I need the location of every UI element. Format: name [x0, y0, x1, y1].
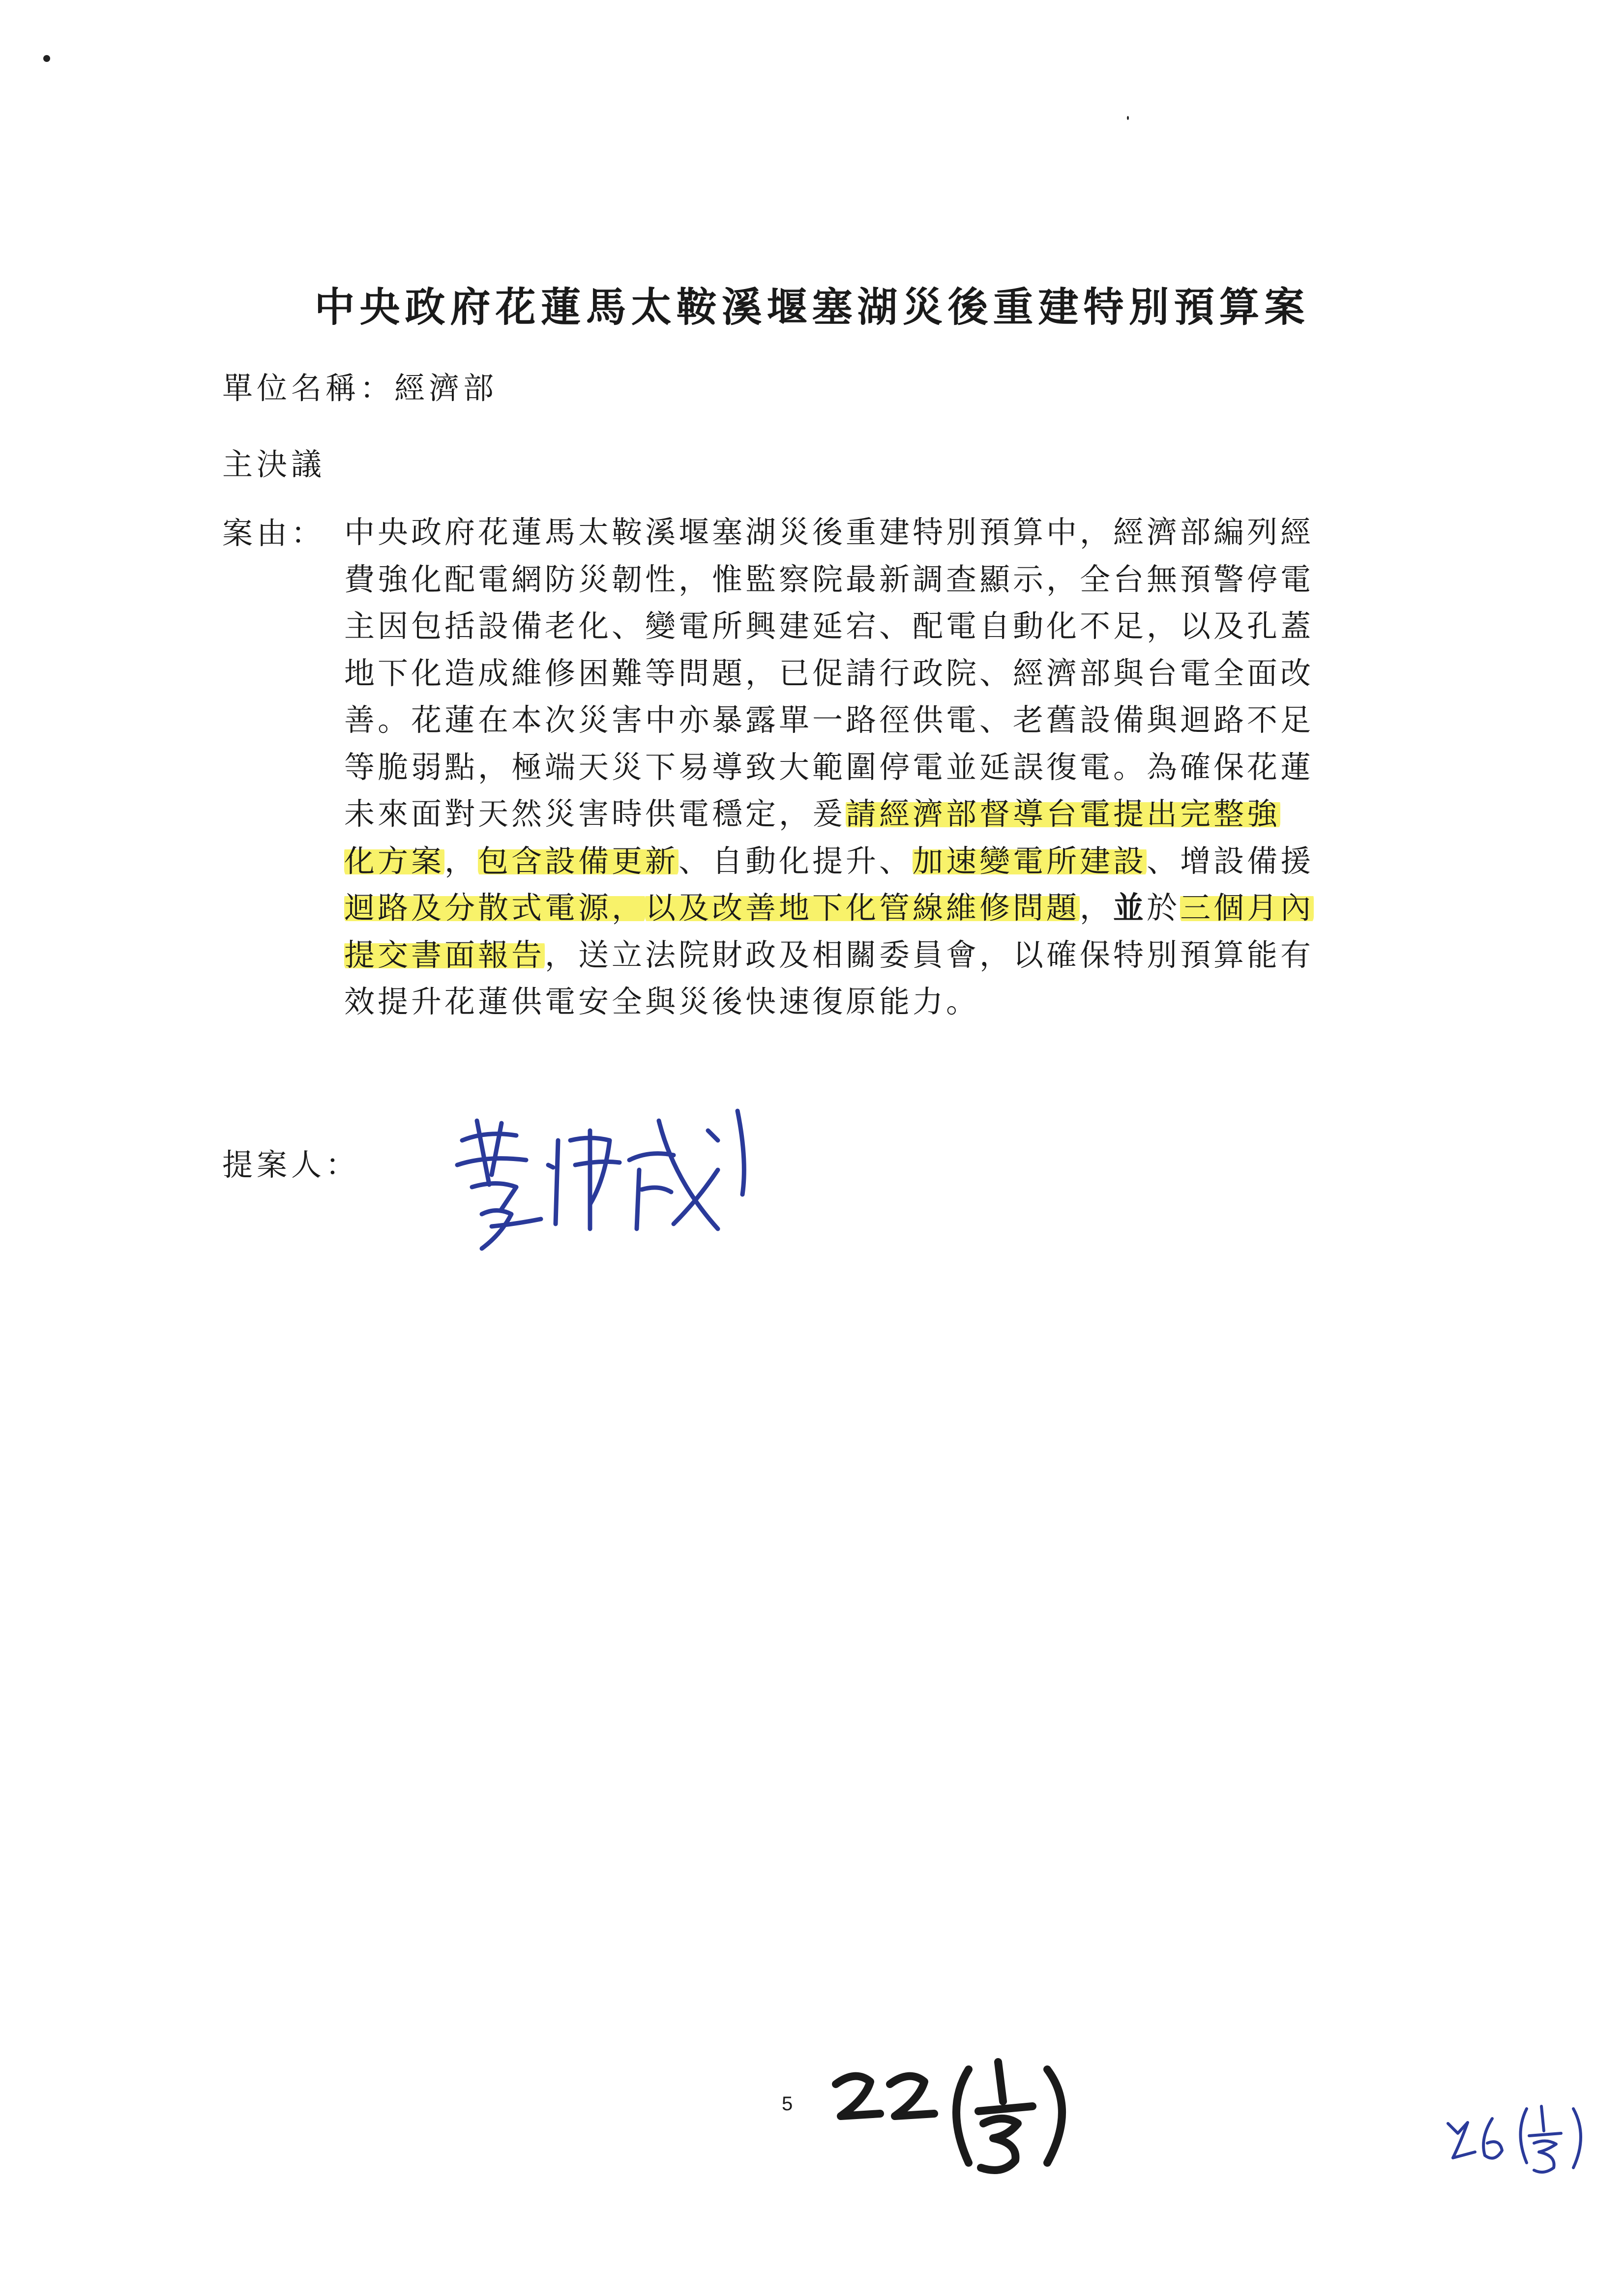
- handwritten-side-number: [1441, 2089, 1603, 2182]
- highlighted-text: 請經濟部督導台電提出完整強: [846, 796, 1281, 832]
- reason-text: ，送立法院財政及相關委員會，以確保特別預算能有: [545, 936, 1314, 973]
- highlighted-text: 化方案: [344, 843, 445, 879]
- reason-line: [344, 838, 1475, 885]
- reason-text: ，: [444, 843, 478, 879]
- handwritten-page-number: [826, 2055, 1101, 2182]
- page-number: 5: [782, 2093, 793, 2115]
- reason-text: 、增設備援: [1147, 843, 1314, 879]
- reason-label: 案由：: [222, 515, 326, 551]
- highlighted-text: 迴路及分散式電源，: [344, 890, 646, 926]
- proposer-label: 提案人：: [222, 1147, 360, 1183]
- highlighted-text: 包含設備更新: [478, 843, 679, 879]
- reason-line: 主因包括設備老化、變電所興建延宕、配電自動化不足，以及孔蓋: [344, 608, 1314, 644]
- reason-line: 善。花蓮在本次災害中亦暴露單一路徑供電、老舊設備與迴路不足: [344, 702, 1314, 738]
- reason-line: [344, 884, 1475, 931]
- scan-speck: [43, 55, 50, 62]
- highlighted-text: 三個月內: [1180, 890, 1314, 926]
- bold-text: 並: [1113, 890, 1147, 926]
- highlighted-text: 加速變電所建設: [913, 843, 1147, 879]
- highlighted-text: 以及改善地下化管線維修問題: [645, 890, 1080, 926]
- unit-name-line: 單位名稱：經濟部: [222, 370, 498, 406]
- handwritten-signature: [443, 1101, 787, 1263]
- reason-text: 於: [1147, 890, 1181, 926]
- highlighted-text: 提交書面報告: [344, 936, 545, 973]
- reason-line: [344, 931, 1475, 979]
- reason-line: 費強化配電網防災韌性，惟監察院最新調查顯示，全台無預警停電: [344, 561, 1314, 597]
- reason-text: 、自動化提升、: [679, 843, 913, 879]
- reason-line: 等脆弱點，極端天災下易導致大範圍停電並延誤復電。為確保花蓮: [344, 749, 1314, 785]
- reason-line: 效提升花蓮供電安全與災後快速復原能力。: [344, 984, 980, 1019]
- reason-text: ，: [1080, 890, 1114, 926]
- reason-text: 未來面對天然災害時供電穩定，爰: [344, 796, 846, 832]
- reason-line: [344, 790, 1475, 838]
- document-title: 中央政府花蓮馬太鞍溪堰塞湖災後重建特別預算案: [314, 284, 1310, 331]
- decision-label: 主決議: [222, 446, 326, 482]
- reason-line: 中央政府花蓮馬太鞍溪堰塞湖災後重建特別預算中，經濟部編列經: [344, 514, 1314, 550]
- reason-body: [344, 509, 1475, 1025]
- reason-line: 地下化造成維修困難等問題，已促請行政院、經濟部與台電全面改: [344, 655, 1314, 691]
- scan-speck: [1127, 116, 1129, 120]
